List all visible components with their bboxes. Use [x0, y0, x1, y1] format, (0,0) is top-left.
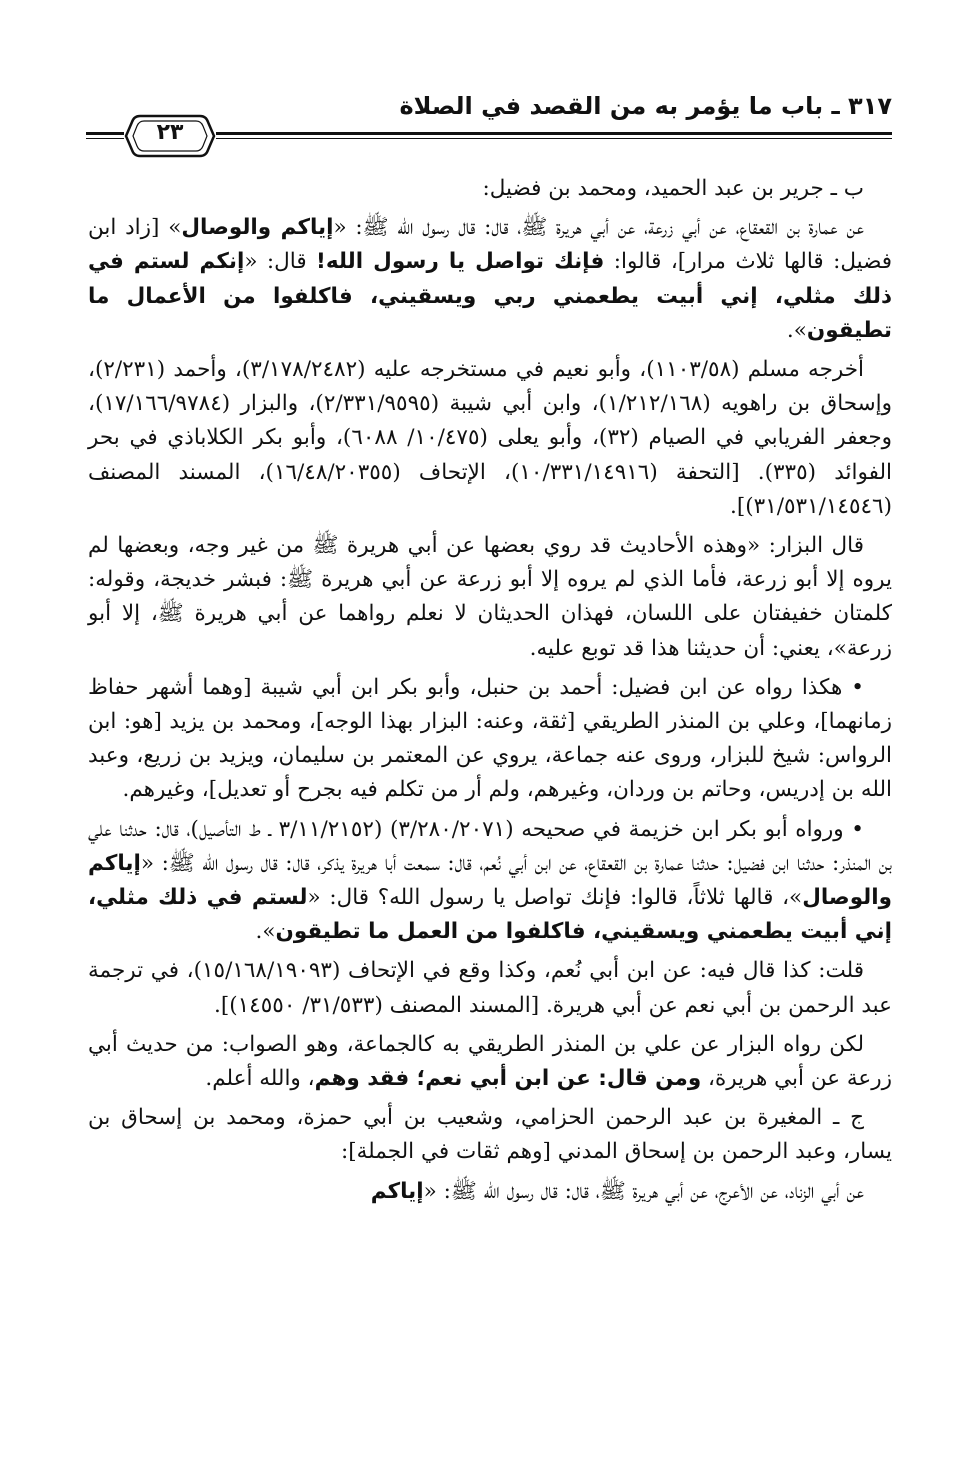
bold-run: لستم في ذلك مثلي، إني أبيت يطعمني ويسقيني، فاكلفوا من العمل ما تطيقون [88, 885, 892, 945]
text-run: قال: « [244, 249, 317, 275]
text-run: ». [255, 919, 276, 945]
bold-run: إياكم والوصال [181, 215, 334, 241]
bold-run: إياكم [370, 1178, 424, 1204]
bold-run: إنكم لستم في ذلك مثلي، إني أبيت يطعمني ربي ويسقيني، فاكلفوا من الأعمال ما تطيقون [88, 249, 892, 343]
text-run: عن عمارة بن القعقاع، عن أبي زرعة، عن أبي هريرة ﷺ، قال: قال رسول الله ﷺ: « [333, 215, 865, 241]
text-run: ». [786, 317, 807, 343]
text-run: لكن رواه البزار عن علي بن المنذر الطريقي به كالجماعة، وهو الصواب: من حديث أبي زرعة عن أبي هريرة، [88, 1031, 892, 1092]
bold-run: فإنك تواصل يا رسول الله! [316, 249, 605, 275]
paragraph-3: أخرجه مسلم (١١٠٣/٥٨)، وأبو نعيم في مستخرجه عليه (٣/١٧٨/٢٤٨٢)، وأحمد (٢/٢٣١)، وإسحاق بن راهويه (١/٢١٢/١٦٨)، وابن أبي شيبة (٢/٣٣١/٩٥٩٥)، والبزار (١٧/١٦٦/٩٧٨٤)، وجعفر الفريابي في الصيام (٣٢)، وأبو يعلى (١٠/٤٧٥/ ٦٠٨٨)، وأبو بكر الكلاباذي في بحر الفوائد (٣٣٥). [التحفة (١٠/٣٣١/١٤٩١٦)، الإتحاف (١٦/٤٨/٢٠٣٥٥)، المسند المصنف (٣١/٥٣١/١٤٥٤٦)]. [88, 357, 892, 519]
paragraph-7: قلت: كذا قال فيه: عن ابن أبي نُعم، وكذا وقع في الإتحاف (١٥/١٦٨/١٩٠٩٣)، في ترجمة عبد الرحمن بن أبي نعم عن أبي هريرة. [المسند المصنف (٣١/٥٣٣/ ١٤٥٥٠)]. [88, 958, 892, 1018]
text-run: »، قالها ثلاثاً، قالوا: فإنك تواصل يا رسول الله؟ قال: « [307, 885, 803, 911]
page-number-badge [124, 110, 216, 162]
paragraph-4: قال البزار: «وهذه الأحاديث قد روي بعضها عن أبي هريرة ﷺ من غير وجه، وبعضها لم يروه إلا أبو زرعة، فأما الذي لم يروه إلا أبو زرعة عن أبي هريرة ﷺ: فبشر خديجة، وقوله: كلمتان خفيفتان على اللسان، فهذان الحديثان لا نعلم رواهما عن أبي هريرة ﷺ، إلا أبو زرعة»، يعني: أن حديثنا هذا قد توبع عليه. [88, 533, 892, 661]
page-number: ٢٣ [156, 120, 184, 145]
paragraph-10 [88, 1175, 892, 1209]
chapter-title: ٣١٧ ـ باب ما يؤمر به من القصد في الصلاة [399, 92, 892, 120]
paragraph-5: • هكذا رواه عن ابن فضيل: أحمد بن حنبل، وأبو بكر ابن أبي شيبة [وهما أشهر حفاظ زمانهما]، وعلي بن المنذر الطريقي [ثقة، وعنه: البزار بهذا الوجه]، ومحمد بن يزيد [هو: ابن الرواس: شيخ للبزار، وروى عنه جماعة، يروي عن المعتمر بن سليمان، ويزيد بن زريع، وعبد الله بن إدريس، وحاتم بن وردان، وغيرهم، ولم أر من تكلم فيه بجرح أو تعديل]، وغيرهم. [88, 674, 892, 803]
paragraph-2 [88, 211, 892, 348]
page-body [88, 172, 892, 1214]
bold-run: إياكم والوصال [88, 850, 892, 911]
text-run: • ورواه أبو بكر ابن خزيمة في صحيحه (٣/٢٨٠/٢٠٧١) (٣/١١/٢١٥٢ ـ ط التأصيل)، قال: حدثنا علي بن المنذر: حدثنا ابن فضيل: حدثنا عمارة بن القعقاع، عن ابن أبي نُعم، قال: سمعت أبا هريرة يذكر، قال: قال رسول الله ﷺ: « [88, 816, 892, 876]
paragraph-9: ج ـ المغيرة بن عبد الرحمن الحزامي، وشعيب بن أبي حمزة، ومحمد بن إسحاق بن يسار، وعبد الرحمن بن إسحاق المدني [وهم ثقات في الجملة]: [88, 1105, 892, 1165]
paragraph-8 [88, 1028, 892, 1096]
text-run: » [زاد ابن فضيل: قالها ثلاث مرار]، قالوا: [88, 215, 893, 275]
text-run: ، والله أعلم. [205, 1066, 315, 1092]
page-header [86, 82, 892, 162]
text-run: عن أبي الزناد، عن الأعرج، عن أبي هريرة ﷺ، قال: قال رسول الله ﷺ: « [423, 1178, 864, 1204]
paragraph-1: ب ـ جرير بن عبد الحميد، ومحمد بن فضيل: [482, 176, 864, 201]
paragraph-6 [88, 813, 892, 950]
bold-run: ومن قال: عن ابن أبي نعم؛ فقد وهم [314, 1066, 702, 1092]
